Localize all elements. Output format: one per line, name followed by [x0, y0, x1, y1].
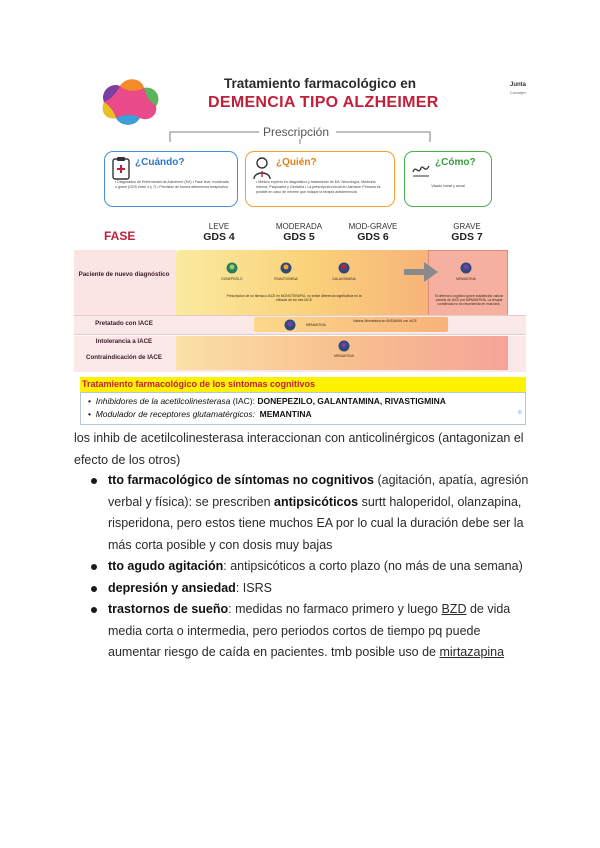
note-grave: Si deterioro cognitivo grave establecido valorar cambio de IACE por MEMANTINA. La terapia combinada no se recomienda en esta fase.	[434, 294, 504, 306]
row-label-background	[74, 250, 176, 322]
row-label-pretratado: Pretatado con IACE	[95, 320, 153, 327]
arrow-right-icon	[404, 260, 438, 284]
head-intolerancia-icon	[338, 340, 350, 352]
quien-text: • Médico experto en diagnóstico y tratamiento de EA: Neurología, Medicina Interna, Psiquiatría y Geriatría • La prescripción inicial en Atención Primaria es posible en caso de informe que indique la terapia antidemencia	[256, 180, 381, 194]
intro-paragraph: los inhib de acetilcolinesterasa interaccionan con anticolinérgicos (antagonizan el efecto de los otros)	[74, 431, 524, 467]
list-item: depresión y ansiedad: ISRS	[74, 578, 534, 600]
list-item: tto farmacológico de síntomas no cognitivos (agitación, apatía, agresión verbal y física): se prescriben antipsicóticos surtt haloperidol, olanzapina, risperidona, pero estos tiene muchos EA por lo cual la duración debe ser la más corta posible y con dosis muy bajas	[74, 470, 534, 556]
list-item: trastornos de sueño: medidas no farmaco primero y luego BZD de vida media corta o intermedia, pero periodos cortos de tiempo pq puede aumentar riesgo de caída en pacientes. tmb posible uso de mirtazapina	[74, 599, 534, 664]
head-red-icon	[338, 262, 350, 274]
clipboard-icon	[111, 156, 131, 180]
doctor-icon	[252, 156, 272, 180]
infographic-image	[74, 64, 526, 394]
tsc-title: Tratamiento farmacológico de los síntomas cognitivos	[82, 379, 316, 389]
corner-mark-icon: ©	[518, 410, 522, 416]
cuando-label: ¿Cuándo?	[135, 157, 185, 168]
infographic-title: Tratamiento farmacológico en	[224, 76, 417, 91]
como-text: Visado inicial y anual	[431, 184, 465, 188]
head-pretratado-icon	[284, 319, 296, 331]
bullet-icon	[91, 607, 97, 613]
tsc-line-iac: • Inhibidores de la acetilcolinesterasa (IAC): DONEPEZILO, GALANTAMINA, RIVASTIGMINA	[88, 396, 446, 406]
head-orange-icon	[280, 262, 292, 274]
bullet-icon	[91, 478, 97, 484]
prescripcion-label: Prescripción	[259, 125, 333, 139]
cuando-box	[104, 151, 238, 207]
brand-text: Junta Consejer	[509, 82, 526, 95]
quien-box	[245, 151, 395, 207]
stage-mod-grave: MOD-GRAVE GDS 6	[348, 222, 398, 243]
quien-label: ¿Quién?	[276, 157, 317, 168]
head-memantina-icon	[460, 262, 472, 274]
bzd-link[interactable]: BZD	[441, 602, 467, 616]
bullet-icon	[91, 564, 97, 570]
note-monoterapia: Prescripción de un fármaco IACE en MONOTERAPIA, no existe diferencia significativa en la eficacia de los tres IACE	[226, 294, 362, 302]
como-label: ¿Cómo?	[435, 157, 476, 168]
row-label-nuevo: Paciente de nuevo diagnóstico	[78, 271, 170, 278]
row-label-intolerancia: Intolerancia a IACE	[95, 338, 153, 345]
row-label-contraindicacion: Contraindicación de IACE	[86, 354, 162, 361]
stage-grave: GRAVE GDS 7	[451, 222, 483, 243]
stage-leve: LEVE GDS 4	[203, 222, 235, 243]
drug-memantina-pretratado: MEMANTINA	[306, 323, 326, 327]
cuando-text: • Diagnóstico de Enfermedad de Alzheimer (EA) • Fase leve, moderada o grave (GDS entre 4 y 7) • Previsión de buena adherencia terapéutica	[115, 180, 229, 189]
stage-moderada: MODERADA GDS 5	[275, 222, 323, 243]
head-green-icon	[226, 262, 238, 274]
drug-rivastigmina: RIVASTIGMINA	[274, 277, 298, 281]
bullet-list	[74, 470, 534, 664]
bullet-icon	[91, 586, 97, 592]
mirtazapina-link[interactable]: mirtazapina	[439, 645, 505, 659]
drug-donepezilo: DONEPEZILO	[221, 277, 243, 281]
tsc-line-memantina: • Modulador de receptores glutamatérgicos: MEMANTINA	[88, 409, 312, 419]
brain-logo-icon	[96, 74, 166, 130]
drug-galantamina: GALANTAMINA	[332, 277, 356, 281]
drug-memantina-grave: MEMANTINA	[456, 277, 476, 281]
list-item: tto agudo agitación: antipsicóticos a corto plazo (no más de una semana)	[74, 556, 534, 578]
signature-icon	[411, 156, 431, 180]
grave-stage-box	[428, 250, 508, 322]
fase-label: FASE	[104, 229, 136, 243]
note-valorar: Valorar Memantina en ANSIAMIN con IACE	[353, 319, 417, 323]
infographic-subtitle: DEMENCIA TIPO ALZHEIMER	[208, 94, 439, 111]
como-box	[404, 151, 492, 207]
drug-memantina-intolerancia: MEMANTINA	[334, 354, 354, 358]
